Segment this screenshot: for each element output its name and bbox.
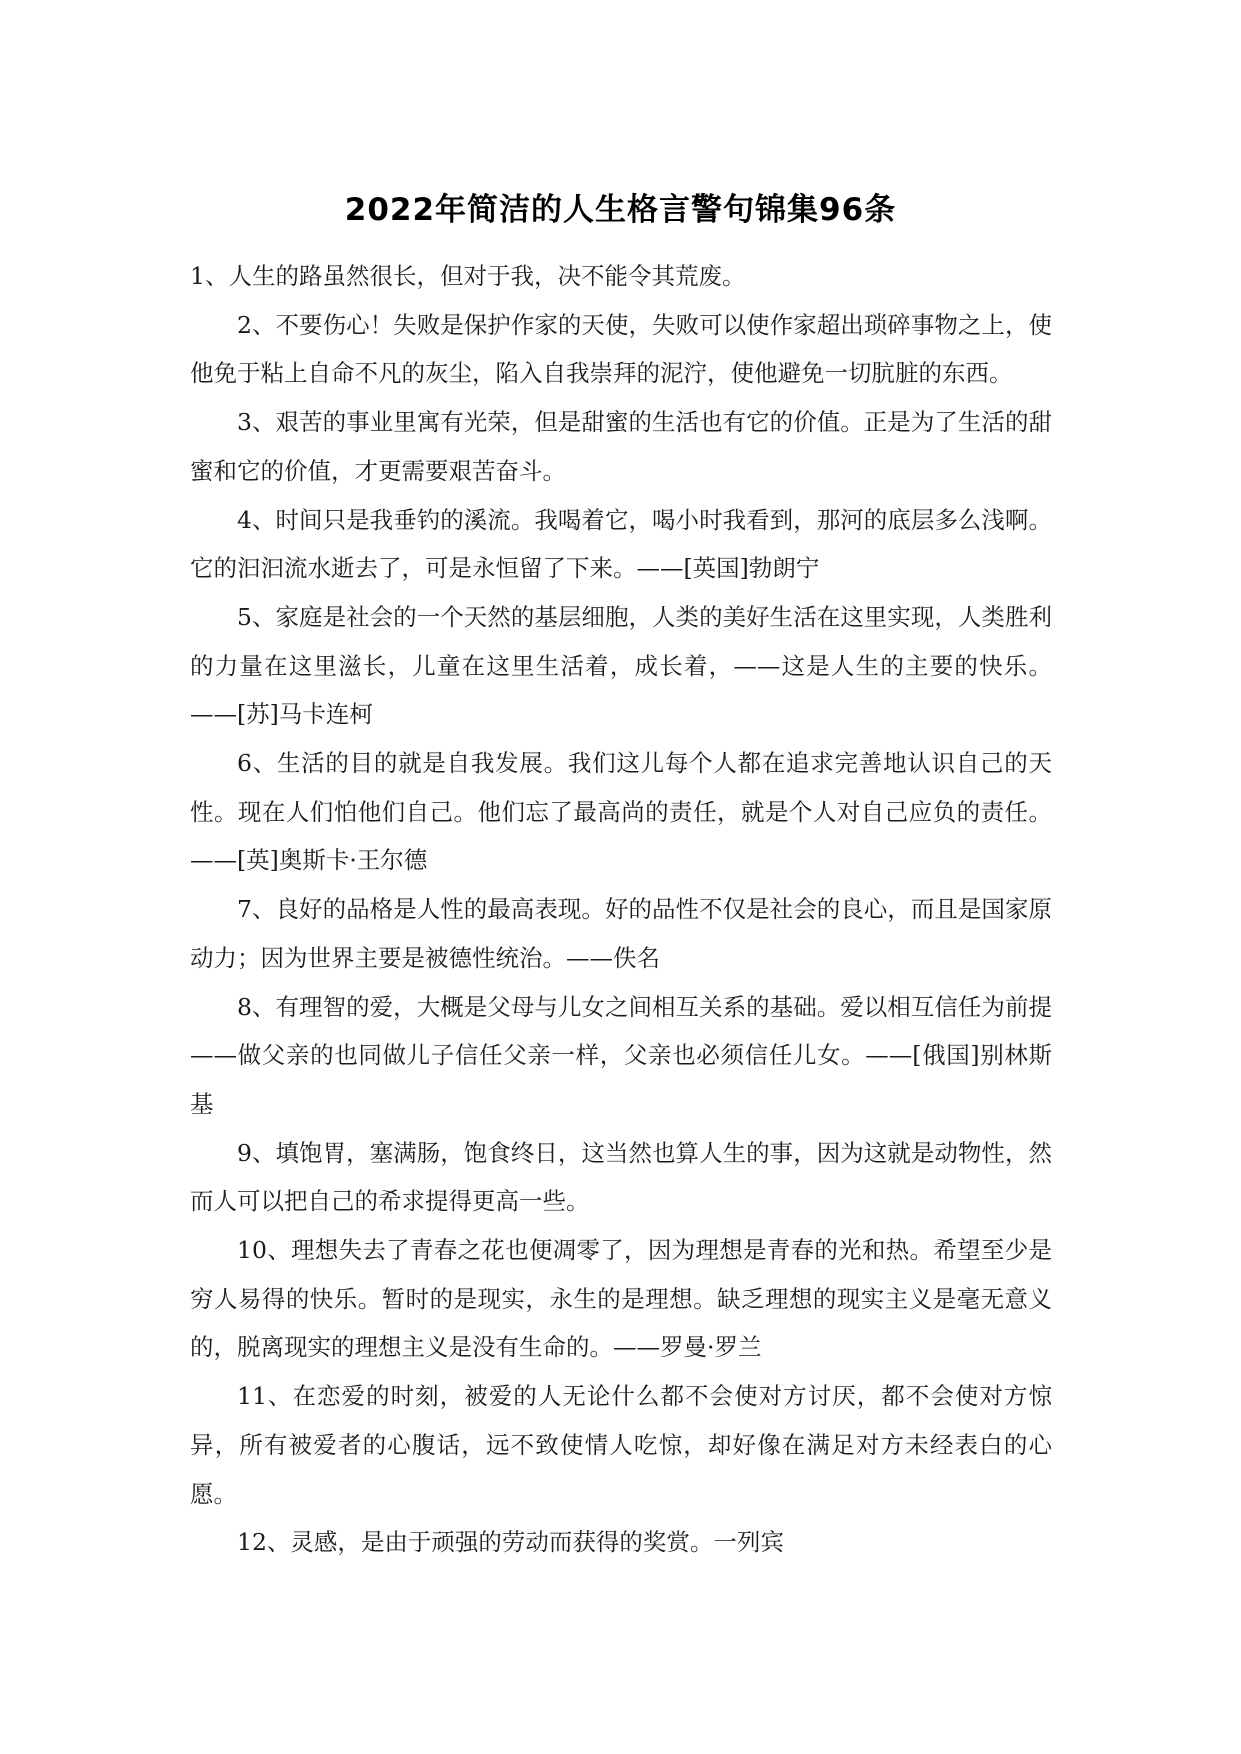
document-body bbox=[190, 252, 1052, 1567]
quote-paragraph-12: 12、灵感，是由于顽强的劳动而获得的奖赏。一列宾 bbox=[237, 1528, 784, 1557]
quote-paragraph-2: 2、不要伤心！失败是保护作家的天使，失败可以使作家超出琐碎事物之上，使他免于粘上自命不凡的灰尘，陷入自我崇拜的泥泞，使他避免一切肮脏的东西。 bbox=[190, 310, 1052, 388]
quote-paragraph-4: 4、时间只是我垂钓的溪流。我喝着它，喝小时我看到，那河的底层多么浅啊。它的汩汩流水逝去了，可是永恒留了下来。——[英国]勃朗宁 bbox=[190, 505, 1052, 583]
quote-paragraph-3: 3、艰苦的事业里寓有光荣，但是甜蜜的生活也有它的价值。正是为了生活的甜蜜和它的价值，才更需要艰苦奋斗。 bbox=[190, 408, 1052, 485]
quote-paragraph-8: 8、有理智的爱，大概是父母与儿女之间相互关系的基础。爱以相互信任为前提——做父亲的也同做儿子信任父亲一样，父亲也必须信任儿女。——[俄国]别林斯基 bbox=[190, 992, 1052, 1118]
quote-paragraph-7: 7、良好的品格是人性的最高表现。好的品性不仅是社会的良心，而且是国家原动力；因为世界主要是被德性统治。——佚名 bbox=[190, 895, 1052, 972]
quote-paragraph-10: 10、理想失去了青春之花也便凋零了，因为理想是青春的光和热。希望至少是穷人易得的快乐。暂时的是现实，永生的是理想。缺乏理想的现实主义是毫无意义的，脱离现实的理想主义是没有生命的。——罗曼·罗兰 bbox=[190, 1236, 1052, 1362]
quote-paragraph-11: 11、在恋爱的时刻，被爱的人无论什么都不会使对方讨厌，都不会使对方惊异，所有被爱者的心腹话，远不致使情人吃惊，却好像在满足对方未经表白的心愿。 bbox=[190, 1382, 1052, 1508]
quote-paragraph-6: 6、生活的目的就是自我发展。我们这儿每个人都在追求完善地认识自己的天性。现在人们怕他们自己。他们忘了最高尚的责任，就是个人对自己应负的责任。——[英]奥斯卡·王尔德 bbox=[190, 749, 1052, 875]
quote-paragraph-5: 5、家庭是社会的一个天然的基层细胞，人类的美好生活在这里实现，人类胜利的力量在这里滋长，儿童在这里生活着，成长着，——这是人生的主要的快乐。——[苏]马卡连柯 bbox=[190, 602, 1052, 729]
quote-paragraph-9: 9、填饱胃，塞满肠，饱食终日，这当然也算人生的事，因为这就是动物性，然而人可以把自己的希求提得更高一些。 bbox=[190, 1138, 1052, 1216]
quote-paragraph-1: 1、人生的路虽然很长，但对于我，决不能令其荒废。 bbox=[190, 262, 746, 290]
document-title: 2022年简洁的人生格言警句锦集96条 bbox=[344, 192, 897, 228]
